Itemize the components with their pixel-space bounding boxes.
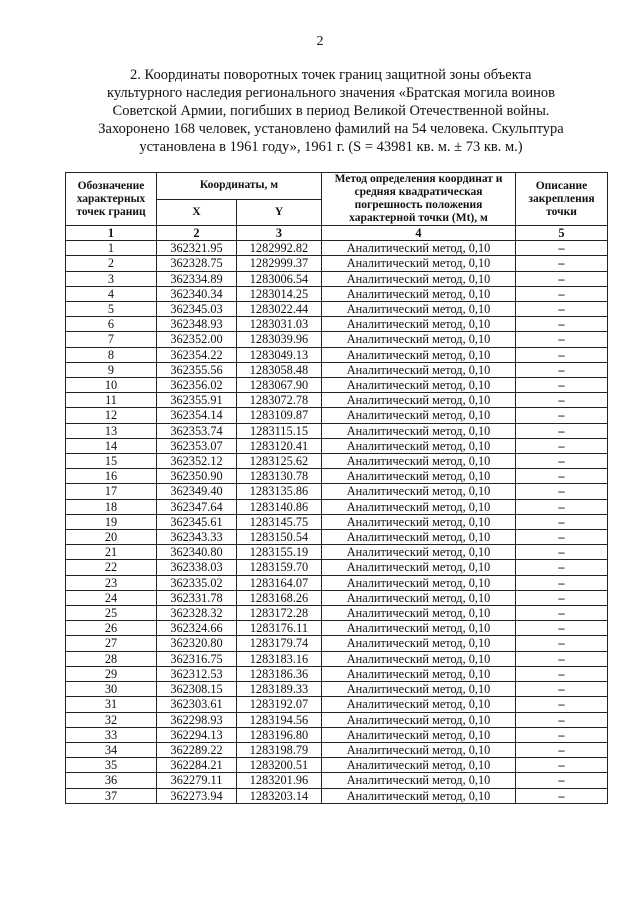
x-coordinate-cell: 362348.93 [157, 317, 237, 332]
y-coordinate-cell: 1283186.36 [237, 666, 322, 681]
point-number-cell: 26 [66, 621, 157, 636]
point-number-cell: 20 [66, 530, 157, 545]
fixing-description-cell: – [516, 241, 608, 256]
method-cell: Аналитический метод, 0,10 [322, 742, 516, 757]
y-coordinate-cell: 1283014.25 [237, 286, 322, 301]
x-coordinate-cell: 362353.07 [157, 438, 237, 453]
method-cell: Аналитический метод, 0,10 [322, 682, 516, 697]
point-number-cell: 14 [66, 438, 157, 453]
method-cell: Аналитический метод, 0,10 [322, 530, 516, 545]
table-row [66, 408, 608, 423]
method-cell: Аналитический метод, 0,10 [322, 606, 516, 621]
column-number: 4 [322, 226, 516, 241]
x-coordinate-cell: 362316.75 [157, 651, 237, 666]
point-number-cell: 5 [66, 302, 157, 317]
point-number-cell: 29 [66, 666, 157, 681]
method-cell: Аналитический метод, 0,10 [322, 469, 516, 484]
y-coordinate-cell: 1283150.54 [237, 530, 322, 545]
x-coordinate-cell: 362352.12 [157, 454, 237, 469]
method-cell: Аналитический метод, 0,10 [322, 636, 516, 651]
table-row [66, 727, 608, 742]
point-number-cell: 22 [66, 560, 157, 575]
fixing-description-cell: – [516, 712, 608, 727]
table-row [66, 302, 608, 317]
y-coordinate-cell: 1283164.07 [237, 575, 322, 590]
table-row [66, 651, 608, 666]
section-heading [84, 66, 578, 156]
fixing-description-cell: – [516, 697, 608, 712]
y-coordinate-cell: 1283145.75 [237, 514, 322, 529]
fixing-description-cell: – [516, 666, 608, 681]
fixing-description-cell: – [516, 378, 608, 393]
column-number: 1 [66, 226, 157, 241]
table-row [66, 621, 608, 636]
fixing-description-cell: – [516, 514, 608, 529]
x-coordinate-cell: 362345.03 [157, 302, 237, 317]
method-cell: Аналитический метод, 0,10 [322, 362, 516, 377]
method-cell: Аналитический метод, 0,10 [322, 697, 516, 712]
fixing-description-cell: – [516, 773, 608, 788]
y-coordinate-cell: 1283189.33 [237, 682, 322, 697]
point-number-cell: 4 [66, 286, 157, 301]
point-number-cell: 13 [66, 423, 157, 438]
heading-line: культурного наследия регионального значения «Братская могила воинов [106, 85, 555, 101]
y-coordinate-cell: 1283172.28 [237, 606, 322, 621]
point-number-cell: 19 [66, 514, 157, 529]
y-coordinate-cell: 1283194.56 [237, 712, 322, 727]
table-row [66, 575, 608, 590]
y-coordinate-cell: 1283109.87 [237, 408, 322, 423]
y-coordinate-cell: 1283115.15 [237, 423, 322, 438]
point-number-cell: 1 [66, 241, 157, 256]
table-row [66, 438, 608, 453]
coordinates-header: Координаты, м [157, 173, 322, 200]
fixing-description-cell: – [516, 530, 608, 545]
method-cell: Аналитический метод, 0,10 [322, 590, 516, 605]
fixing-description-cell: – [516, 454, 608, 469]
x-coordinate-cell: 362345.61 [157, 514, 237, 529]
y-coordinate-cell: 1282992.82 [237, 241, 322, 256]
table-row [66, 742, 608, 757]
fixing-description-cell: – [516, 788, 608, 803]
table-row [66, 560, 608, 575]
method-cell: Аналитический метод, 0,10 [322, 499, 516, 514]
point-number-cell: 30 [66, 682, 157, 697]
x-coordinate-cell: 362355.91 [157, 393, 237, 408]
y-coordinate-cell: 1283179.74 [237, 636, 322, 651]
table-row [66, 712, 608, 727]
table-row [66, 271, 608, 286]
y-coordinate-cell: 1283049.13 [237, 347, 322, 362]
point-designation-header: Обозначение характерных точек границ [66, 173, 157, 226]
y-coordinate-cell: 1283125.62 [237, 454, 322, 469]
y-coordinate-cell: 1283031.03 [237, 317, 322, 332]
method-cell: Аналитический метод, 0,10 [322, 514, 516, 529]
point-number-cell: 16 [66, 469, 157, 484]
table-row [66, 590, 608, 605]
x-coordinate-cell: 362273.94 [157, 788, 237, 803]
x-coordinate-cell: 362312.53 [157, 666, 237, 681]
fixing-description-cell: – [516, 575, 608, 590]
point-number-cell: 2 [66, 256, 157, 271]
y-coordinate-cell: 1283183.16 [237, 651, 322, 666]
y-coordinate-cell: 1282999.37 [237, 256, 322, 271]
fixing-description-cell: – [516, 606, 608, 621]
y-coordinate-cell: 1283022.44 [237, 302, 322, 317]
coordinates-table-body [66, 241, 608, 804]
x-coordinate-cell: 362354.14 [157, 408, 237, 423]
method-cell: Аналитический метод, 0,10 [322, 484, 516, 499]
point-number-cell: 24 [66, 590, 157, 605]
y-coordinate-cell: 1283159.70 [237, 560, 322, 575]
y-coordinate-cell: 1283168.26 [237, 590, 322, 605]
x-coordinate-cell: 362328.32 [157, 606, 237, 621]
y-coordinate-cell: 1283203.14 [237, 788, 322, 803]
x-coordinate-cell: 362343.33 [157, 530, 237, 545]
method-cell: Аналитический метод, 0,10 [322, 256, 516, 271]
fixing-description-cell: – [516, 408, 608, 423]
y-coordinate-cell: 1283155.19 [237, 545, 322, 560]
y-coordinate-cell: 1283176.11 [237, 621, 322, 636]
fixing-description-cell: – [516, 682, 608, 697]
table-row [66, 545, 608, 560]
fixing-description-cell: – [516, 362, 608, 377]
method-cell: Аналитический метод, 0,10 [322, 438, 516, 453]
method-cell: Аналитический метод, 0,10 [322, 621, 516, 636]
point-number-cell: 28 [66, 651, 157, 666]
fixing-description-cell: – [516, 590, 608, 605]
table-row [66, 347, 608, 362]
fixing-description-cell: – [516, 484, 608, 499]
heading-line: установлена в 1961 году», 1961 г. (S = 43981 кв. м. ± 73 кв. м.) [139, 139, 523, 155]
y-coordinate-cell: 1283006.54 [237, 271, 322, 286]
y-coordinate-cell: 1283198.79 [237, 742, 322, 757]
table-row [66, 286, 608, 301]
method-cell: Аналитический метод, 0,10 [322, 788, 516, 803]
table-row [66, 636, 608, 651]
point-number-cell: 12 [66, 408, 157, 423]
x-coordinate-cell: 362340.80 [157, 545, 237, 560]
table-row [66, 514, 608, 529]
y-coordinate-cell: 1283072.78 [237, 393, 322, 408]
fixing-description-cell: – [516, 636, 608, 651]
method-cell: Аналитический метод, 0,10 [322, 347, 516, 362]
fixing-description-cell: – [516, 742, 608, 757]
point-number-cell: 9 [66, 362, 157, 377]
x-coordinate-cell: 362338.03 [157, 560, 237, 575]
table-row [66, 666, 608, 681]
fixing-description-cell: – [516, 286, 608, 301]
y-coordinate-cell: 1283196.80 [237, 727, 322, 742]
fixing-description-cell: – [516, 302, 608, 317]
table-row [66, 332, 608, 347]
y-coordinate-cell: 1283135.86 [237, 484, 322, 499]
x-coordinate-cell: 362320.80 [157, 636, 237, 651]
method-cell: Аналитический метод, 0,10 [322, 758, 516, 773]
table-row [66, 788, 608, 803]
table-row [66, 697, 608, 712]
y-coordinate-cell: 1283058.48 [237, 362, 322, 377]
y-coordinate-cell: 1283201.96 [237, 773, 322, 788]
x-coordinate-cell: 362294.13 [157, 727, 237, 742]
heading-line: Захоронено 168 человек, установлено фамилий на 54 человека. Скульптура [98, 121, 564, 137]
table-row [66, 317, 608, 332]
y-header: Y [237, 199, 322, 226]
x-coordinate-cell: 362354.22 [157, 347, 237, 362]
fixing-description-cell: – [516, 393, 608, 408]
method-cell: Аналитический метод, 0,10 [322, 575, 516, 590]
x-coordinate-cell: 362356.02 [157, 378, 237, 393]
y-coordinate-cell: 1283140.86 [237, 499, 322, 514]
point-number-cell: 34 [66, 742, 157, 757]
fixing-description-cell: – [516, 317, 608, 332]
x-coordinate-cell: 362353.74 [157, 423, 237, 438]
point-number-cell: 18 [66, 499, 157, 514]
method-cell: Аналитический метод, 0,10 [322, 666, 516, 681]
x-coordinate-cell: 362352.00 [157, 332, 237, 347]
method-cell: Аналитический метод, 0,10 [322, 408, 516, 423]
point-number-cell: 27 [66, 636, 157, 651]
page-number: 2 [316, 34, 324, 49]
fixing-description-header: Описание закрепления точки [516, 173, 608, 226]
column-number: 2 [157, 226, 237, 241]
x-header: X [157, 199, 237, 226]
x-coordinate-cell: 362279.11 [157, 773, 237, 788]
column-number: 5 [516, 226, 608, 241]
table-row [66, 484, 608, 499]
x-coordinate-cell: 362331.78 [157, 590, 237, 605]
column-number: 3 [237, 226, 322, 241]
point-number-cell: 37 [66, 788, 157, 803]
table-row [66, 393, 608, 408]
x-coordinate-cell: 362350.90 [157, 469, 237, 484]
fixing-description-cell: – [516, 271, 608, 286]
fixing-description-cell: – [516, 560, 608, 575]
coordinates-table [65, 172, 608, 804]
method-cell: Аналитический метод, 0,10 [322, 423, 516, 438]
table-row [66, 423, 608, 438]
table-row [66, 499, 608, 514]
point-number-cell: 23 [66, 575, 157, 590]
point-number-cell: 31 [66, 697, 157, 712]
x-coordinate-cell: 362334.89 [157, 271, 237, 286]
method-header: Метод определения координат и средняя квадратическая погрешность положения характерной точки (Mt), м [322, 173, 516, 226]
method-cell: Аналитический метод, 0,10 [322, 454, 516, 469]
point-number-cell: 17 [66, 484, 157, 499]
fixing-description-cell: – [516, 469, 608, 484]
table-row [66, 256, 608, 271]
table-row [66, 773, 608, 788]
method-cell: Аналитический метод, 0,10 [322, 271, 516, 286]
point-number-cell: 7 [66, 332, 157, 347]
method-cell: Аналитический метод, 0,10 [322, 560, 516, 575]
point-number-cell: 10 [66, 378, 157, 393]
x-coordinate-cell: 362349.40 [157, 484, 237, 499]
x-coordinate-cell: 362308.15 [157, 682, 237, 697]
method-cell: Аналитический метод, 0,10 [322, 317, 516, 332]
x-coordinate-cell: 362335.02 [157, 575, 237, 590]
method-cell: Аналитический метод, 0,10 [322, 332, 516, 347]
point-number-cell: 25 [66, 606, 157, 621]
x-coordinate-cell: 362321.95 [157, 241, 237, 256]
heading-line: Советской Армии, погибших в период Великой Отечественной войны. [112, 103, 550, 119]
fixing-description-cell: – [516, 423, 608, 438]
method-cell: Аналитический метод, 0,10 [322, 727, 516, 742]
fixing-description-cell: – [516, 727, 608, 742]
x-coordinate-cell: 362324.66 [157, 621, 237, 636]
table-row [66, 758, 608, 773]
x-coordinate-cell: 362340.34 [157, 286, 237, 301]
point-number-cell: 33 [66, 727, 157, 742]
point-number-cell: 11 [66, 393, 157, 408]
x-coordinate-cell: 362303.61 [157, 697, 237, 712]
heading-line: 2. Координаты поворотных точек границ защитной зоны объекта [130, 67, 532, 83]
x-coordinate-cell: 362298.93 [157, 712, 237, 727]
fixing-description-cell: – [516, 758, 608, 773]
fixing-description-cell: – [516, 438, 608, 453]
fixing-description-cell: – [516, 256, 608, 271]
method-cell: Аналитический метод, 0,10 [322, 773, 516, 788]
fixing-description-cell: – [516, 347, 608, 362]
point-number-cell: 32 [66, 712, 157, 727]
y-coordinate-cell: 1283130.78 [237, 469, 322, 484]
y-coordinate-cell: 1283200.51 [237, 758, 322, 773]
method-cell: Аналитический метод, 0,10 [322, 241, 516, 256]
fixing-description-cell: – [516, 499, 608, 514]
point-number-cell: 8 [66, 347, 157, 362]
point-number-cell: 6 [66, 317, 157, 332]
x-coordinate-cell: 362328.75 [157, 256, 237, 271]
method-cell: Аналитический метод, 0,10 [322, 651, 516, 666]
x-coordinate-cell: 362284.21 [157, 758, 237, 773]
fixing-description-cell: – [516, 651, 608, 666]
fixing-description-cell: – [516, 545, 608, 560]
y-coordinate-cell: 1283039.96 [237, 332, 322, 347]
table-row [66, 606, 608, 621]
method-cell: Аналитический метод, 0,10 [322, 545, 516, 560]
method-cell: Аналитический метод, 0,10 [322, 393, 516, 408]
table-row [66, 682, 608, 697]
point-number-cell: 15 [66, 454, 157, 469]
point-number-cell: 36 [66, 773, 157, 788]
table-row [66, 469, 608, 484]
x-coordinate-cell: 362355.56 [157, 362, 237, 377]
fixing-description-cell: – [516, 621, 608, 636]
y-coordinate-cell: 1283120.41 [237, 438, 322, 453]
method-cell: Аналитический метод, 0,10 [322, 286, 516, 301]
table-row [66, 454, 608, 469]
x-coordinate-cell: 362347.64 [157, 499, 237, 514]
table-row [66, 241, 608, 256]
y-coordinate-cell: 1283067.90 [237, 378, 322, 393]
method-cell: Аналитический метод, 0,10 [322, 302, 516, 317]
table-row [66, 378, 608, 393]
point-number-cell: 35 [66, 758, 157, 773]
table-row [66, 530, 608, 545]
point-number-cell: 3 [66, 271, 157, 286]
method-cell: Аналитический метод, 0,10 [322, 378, 516, 393]
table-row [66, 362, 608, 377]
x-coordinate-cell: 362289.22 [157, 742, 237, 757]
point-number-cell: 21 [66, 545, 157, 560]
y-coordinate-cell: 1283192.07 [237, 697, 322, 712]
fixing-description-cell: – [516, 332, 608, 347]
method-cell: Аналитический метод, 0,10 [322, 712, 516, 727]
